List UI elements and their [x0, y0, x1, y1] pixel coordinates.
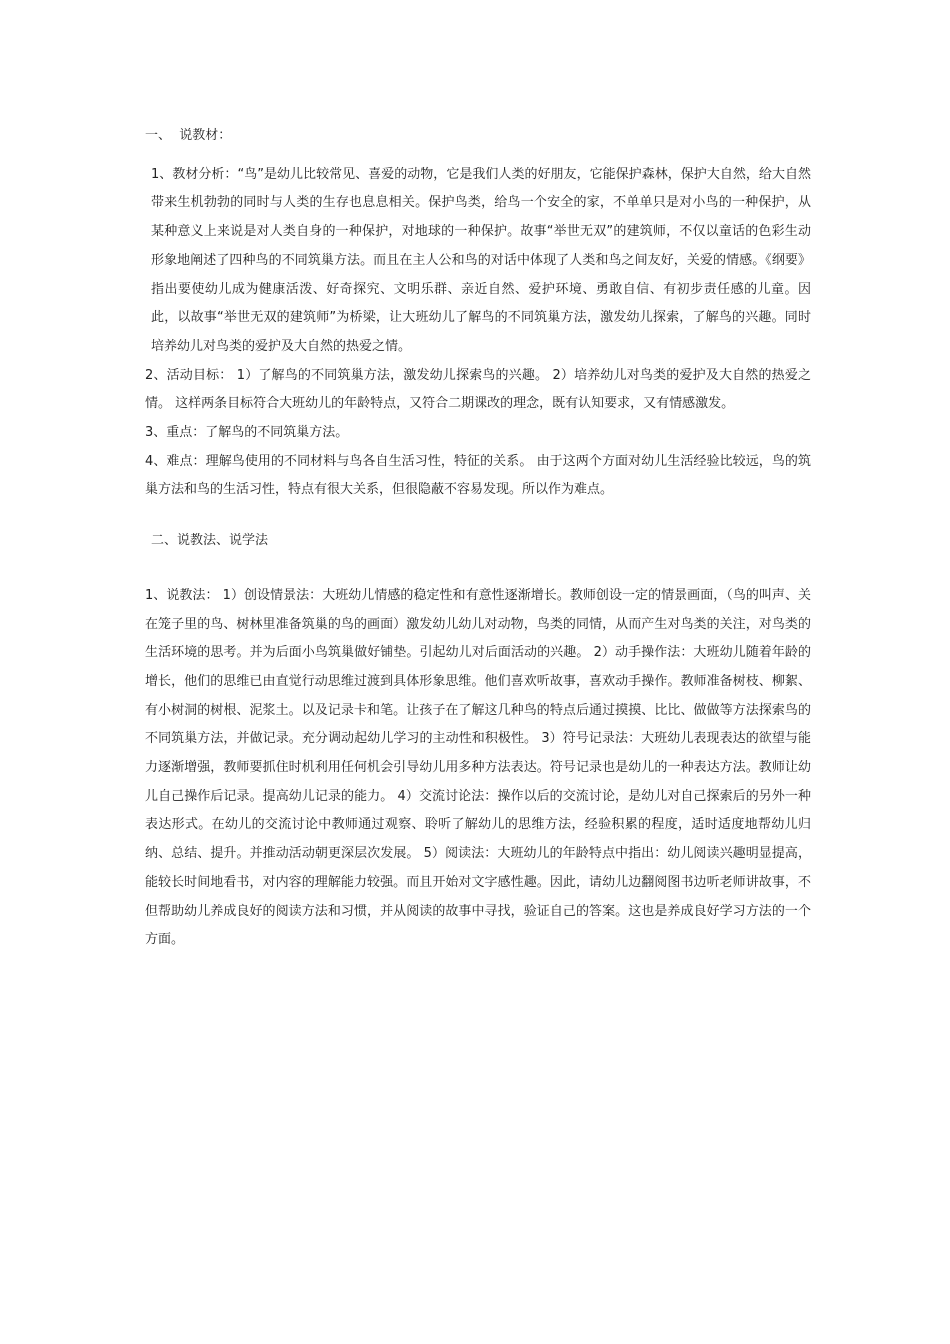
- spacer: [145, 556, 811, 582]
- section-1-heading: 一、 说教材：: [145, 128, 232, 143]
- section-1-paragraph-difficulty: 4、难点：理解鸟使用的不同材料与鸟各自生活习性，特征的关系。 由于这两个方面对幼儿生活经验比较远，鸟的筑巢方法和鸟的生活习性，特点有很大关系，但很隐蔽不容易发现。所以作为难点。: [145, 453, 811, 498]
- spacer: [145, 151, 811, 161]
- section-1-paragraph-goals: 2、活动目标： 1）了解鸟的不同筑巢方法，激发幼儿探索鸟的兴趣。 2）培养幼儿对鸟类的爱护及大自然的热爱之情。 这样两条目标符合大班幼儿的年龄特点，又符合二期课改的理念，既有认知要求，又有情感激发。: [145, 367, 811, 412]
- document-page: [145, 122, 811, 955]
- section-1-paragraph-materials: 1、教材分析：“鸟”是幼儿比较常见、喜爱的动物，它是我们人类的好朋友，它能保护森林，保护大自然，给大自然带来生机勃勃的同时与人类的生存也息息相关。保护鸟类，给鸟一个安全的家，不单单只是对小鸟的一种保护，从某种意义上来说是对人类自身的一种保护，对地球的一种保护。故事“举世无双”的建筑师，不仅以童话的色彩生动形象地阐述了四种鸟的不同筑巢方法。而且在主人公和鸟的对话中体现了人类和鸟之间友好，关爱的情感。《纲要》指出要使幼儿成为健康活泼、好奇探究、文明乐群、亲近自然、爱护环境、勇敢自信、有初步责任感的儿童。因此，以故事“举世无双的建筑师”为桥梁，让大班幼儿了解鸟的不同筑巢方法，激发幼儿探索，了解鸟的兴趣。同时培养幼儿对鸟类的爱护及大自然的热爱之情。: [151, 166, 811, 354]
- spacer: [145, 505, 811, 527]
- section-2-paragraph-methods: 1、说教法： 1）创设情景法：大班幼儿情感的稳定性和有意性逐渐增长。教师创设一定的情景画面，（鸟的叫声、关在笼子里的鸟、树林里准备筑巢的鸟的画面）激发幼儿幼儿对动物，鸟类的同情，从而产生对鸟类的关注，对鸟类的生活环境的思考。并为后面小鸟筑巢做好铺垫。引起幼儿对后面活动的兴趣。 2）动手操作法：大班幼儿随着年龄的增长，他们的思维已由直觉行动思维过渡到具体形象思维。他们喜欢听故事，喜欢动手操作。教师准备树枝、柳絮、有小树洞的树根、泥浆土。以及记录卡和笔。让孩子在了解这几种鸟的特点后通过摸摸、比比、做做等方法探索鸟的不同筑巢方法，并做记录。充分调动起幼儿学习的主动性和积极性。 3）符号记录法：大班幼儿表现表达的欲望与能力逐渐增强，教师要抓住时机利用任何机会引导幼儿用多种方法表达。符号记录也是幼儿的一种表达方法。教师让幼儿自己操作后记录。提高幼儿记录的能力。 4）交流讨论法：操作以后的交流讨论，是幼儿对自己探索后的另外一种表达形式。在幼儿的交流讨论中教师通过观察、聆听了解幼儿的思维方法，经验积累的程度，适时适度地帮幼儿归纳、总结、提升。并推动活动朝更深层次发展。 5）阅读法：大班幼儿的年龄特点中指出：幼儿阅读兴趣明显提高，能较长时间地看书，对内容的理解能力较强。而且开始对文字感性趣。因此，请幼儿边翻阅图书边听老师讲故事，不但帮助幼儿养成良好的阅读方法和习惯，并从阅读的故事中寻找，验证自己的答案。这也是养成良好学习方法的一个方面。: [145, 587, 811, 948]
- section-2-heading: 二、说教法、说学法: [151, 533, 269, 549]
- section-1-paragraph-key-point: 3、重点：了解鸟的不同筑巢方法。: [145, 425, 349, 441]
